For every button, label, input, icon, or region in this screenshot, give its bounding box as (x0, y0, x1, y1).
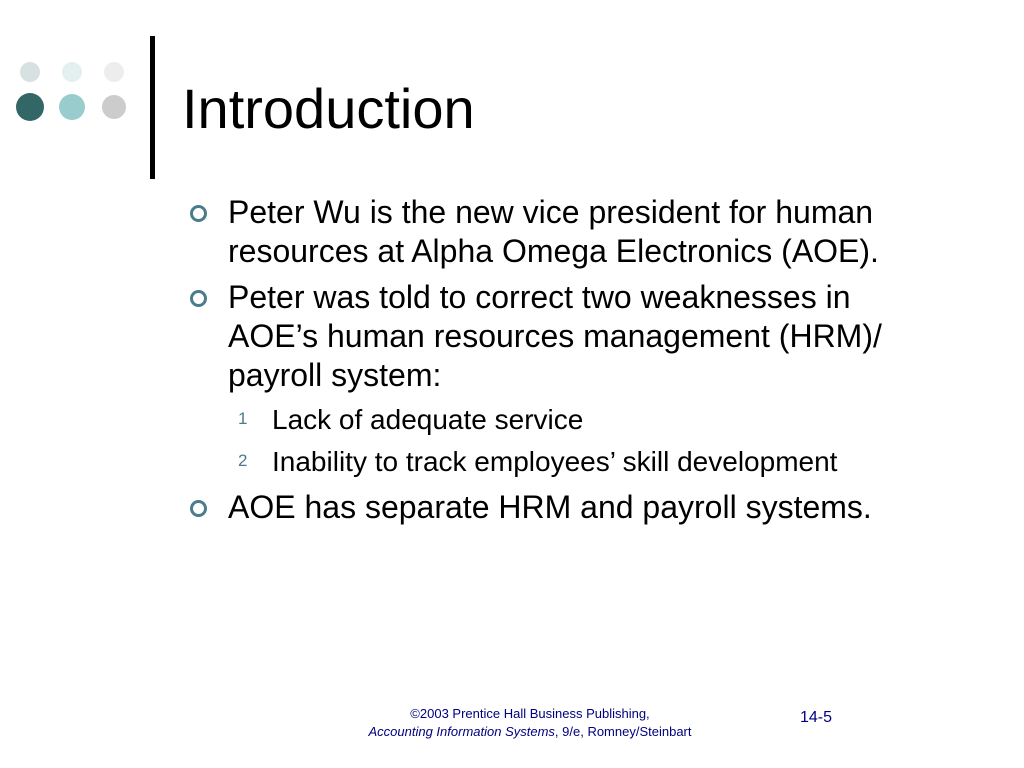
dot-gray-small-icon (104, 62, 124, 82)
footer-credit-line1: ©2003 Prentice Hall Business Publishing, (410, 706, 650, 721)
dot-teal-icon (59, 94, 85, 120)
ring-bullet-icon (190, 500, 207, 517)
bullet-text: Peter Wu is the new vice president for human resources at Alpha Omega Electronics (AOE). (228, 194, 879, 269)
footer-credit (330, 705, 730, 741)
dot-teal-small-icon (62, 62, 82, 82)
bullet-item (190, 488, 910, 527)
bullet-item (190, 193, 910, 271)
bullet-text: Peter was told to correct two weaknesses in AOE’s human resources management (HRM)/ payroll system: (228, 279, 882, 393)
bullet-item (190, 278, 910, 395)
sub-list-item (190, 444, 910, 480)
page-number: 14-5 (800, 709, 833, 726)
title-divider (150, 36, 155, 179)
sub-list-item (190, 402, 910, 438)
sub-item-number: 2 (238, 451, 248, 470)
sub-item-text: Lack of adequate service (272, 404, 584, 435)
ring-bullet-icon (190, 205, 207, 222)
edition-authors: , 9/e, Romney/Steinbart (554, 724, 692, 739)
dot-gray-icon (102, 95, 126, 119)
footer-credit-line2 (330, 723, 730, 741)
book-title: Accounting Information Systems (368, 724, 555, 739)
sub-item-number: 1 (238, 409, 248, 428)
sub-list (190, 402, 910, 480)
ring-bullet-icon (190, 290, 207, 307)
sub-item-text: Inability to track employees’ skill development (272, 446, 838, 477)
dot-dark-icon (16, 93, 44, 121)
dot-dark-small-icon (20, 62, 40, 82)
slide-title: Introduction (182, 77, 475, 140)
bullet-text: AOE has separate HRM and payroll systems. (228, 489, 872, 525)
slide-content (190, 193, 910, 534)
